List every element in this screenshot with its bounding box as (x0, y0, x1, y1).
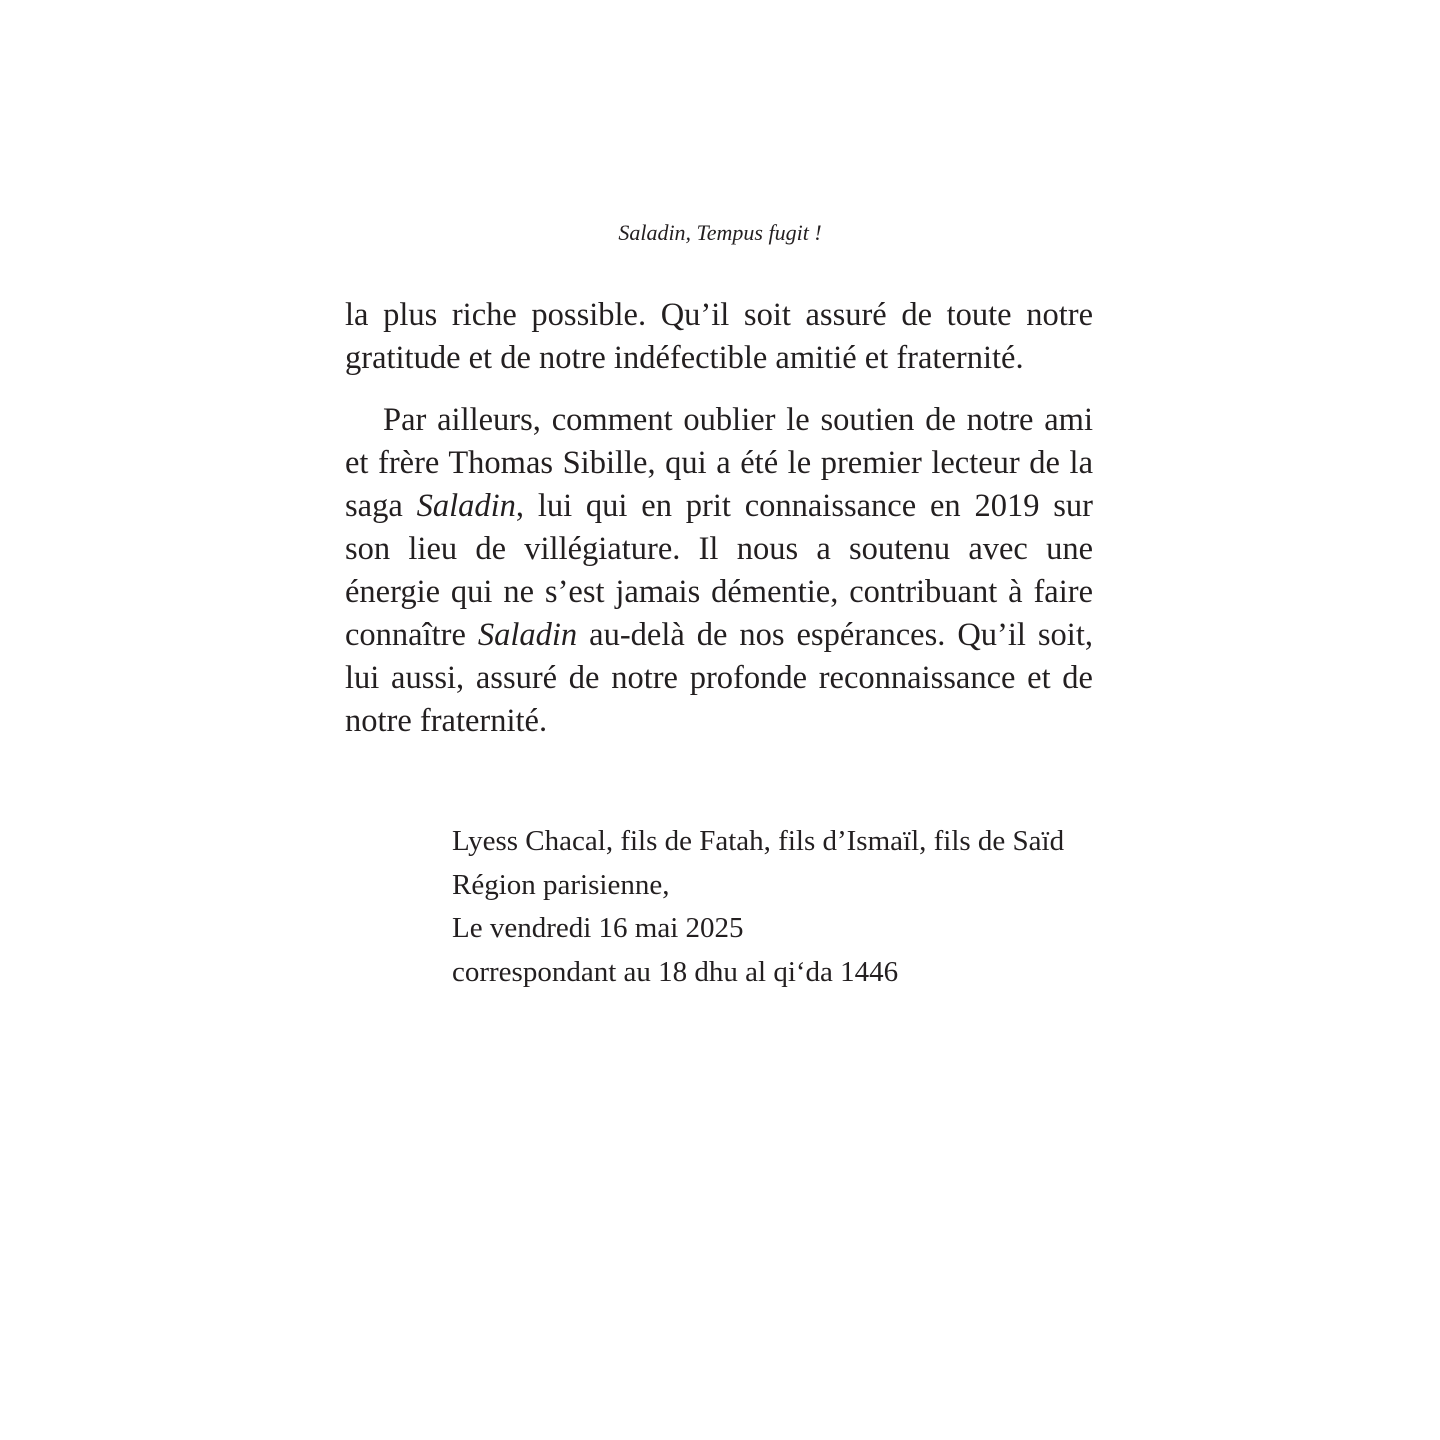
signature-block (452, 820, 1152, 994)
signature-date: Le vendredi 16 mai 2025 (452, 912, 744, 944)
book-title-saladin: Saladin (477, 617, 578, 653)
paragraph-2-text-2: , lui qui en prit connaissance en 2019 sur son lieu de villégiature. Il nous a soutenu avec une énergie qui ne s’est jamais démentie, contribuant à faire connaître (345, 488, 1093, 653)
book-title-saladin: Saladin (416, 488, 516, 524)
paragraph-2-text-1: Par ailleurs, comment oublier le soutien de notre ami et frère Thomas Sibille, qui a été le premier lecteur de la saga (345, 402, 1093, 524)
signature-author: Lyess Chacal, fils de Fatah, fils d’Ismaïl, fils de Saïd (452, 825, 1065, 857)
running-head: Saladin, Tempus fugit ! (618, 220, 822, 245)
signature-place: Région parisienne, (452, 868, 670, 901)
paragraph-2-text-3: au-delà de nos espérances. Qu’il soit, lui aussi, assuré de notre profonde reconnaissance et de notre fraternité. (345, 617, 1093, 739)
paragraph-2 (345, 399, 1093, 743)
body-text (345, 294, 1093, 743)
paragraph-1: la plus riche possible. Qu’il soit assuré de toute notre gratitude et de notre indéfectible amitié et fraternité. (345, 297, 1093, 376)
signature-hijri-date: correspondant au 18 dhu al qi‘da 1446 (452, 955, 899, 988)
